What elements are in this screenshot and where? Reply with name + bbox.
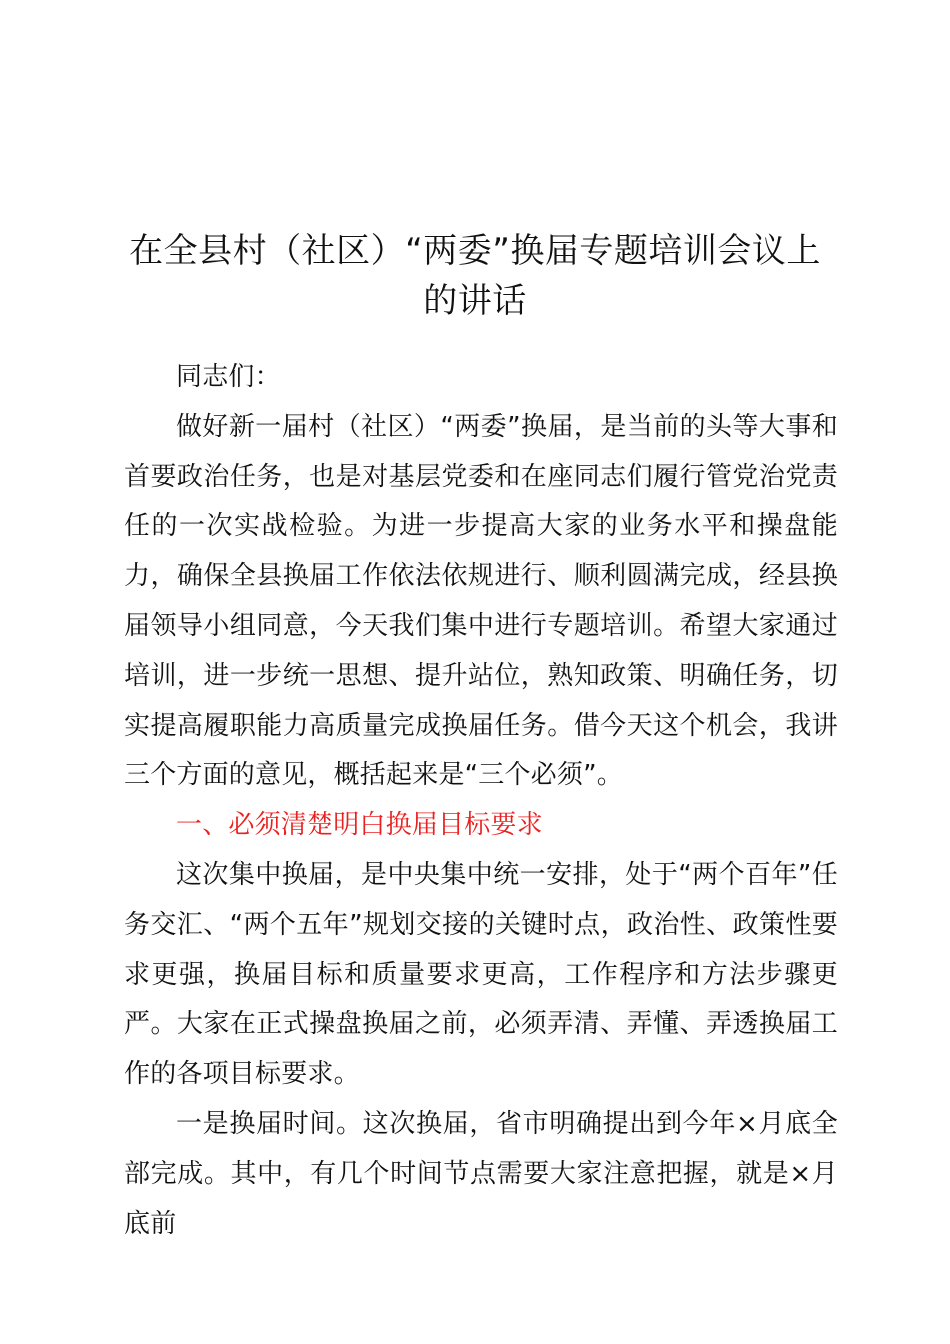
document-body [124,353,838,1249]
salutation: 同志们： [176,362,281,392]
section-heading: 一、必须清楚明白换届目标要求 [176,810,543,841]
section-paragraph: 一是换届时间。这次换届，省市明确提出到今年×月底全部完成。其中，有几个时间节点需要大家注意把握，就是×月底前 [124,1108,838,1239]
intro-paragraph: 做好新一届村（社区）“两委”换届，是当前的头等大事和首要政治任务，也是对基层党委和在座同志们履行管党治党责任的一次实战检验。为进一步提高大家的业务水平和操盘能力，确保全县换届工作依法依规进行、顺利圆满完成，经县换届领导小组同意，今天我们集中进行专题培训。希望大家通过培训，进一步统一思想、提升站位，熟知政策、明确任务，切实提高履职能力高质量完成换届任务。借今天这个机会，我讲三个方面的意见，概括起来是“三个必须”。 [124,411,838,791]
section-paragraph: 这次集中换届，是中央集中统一安排，处于“两个百年”任务交汇、“两个五年”规划交接的关键时点，政治性、政策性要求更强，换届目标和质量要求更高，工作程序和方法步骤更严。大家在正式操盘换届之前，必须弄清、弄懂、弄透换届工作的各项目标要求。 [124,859,838,1090]
document-title: 在全县村（社区）“两委”换届专题培训会议上的讲话 [129,231,821,321]
